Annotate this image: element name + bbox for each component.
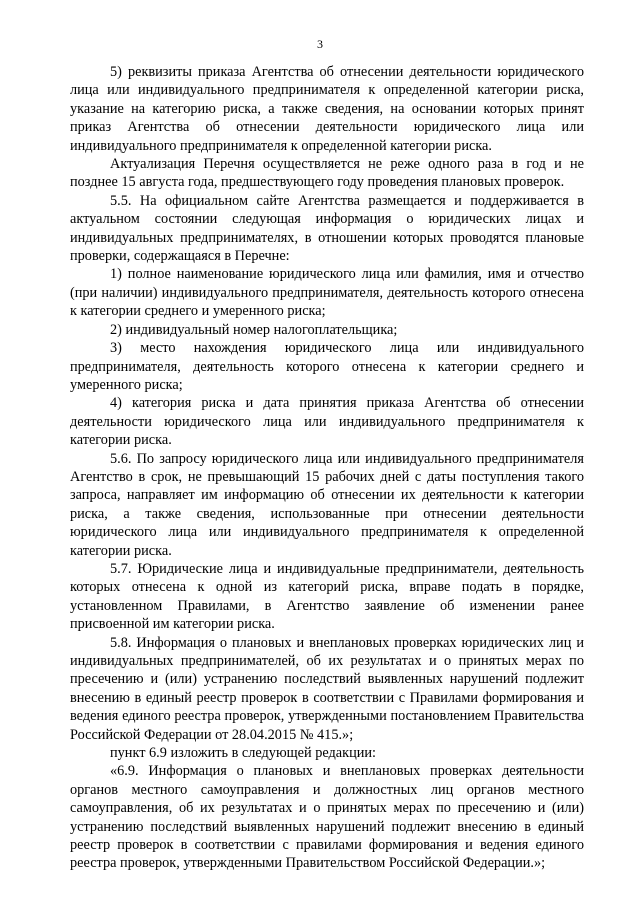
paragraph-6-9-intro: пункт 6.9 изложить в следующей редакции: xyxy=(110,745,377,762)
paragraph-5-7: 5.7. Юридические лица и индивидуальные предприниматели, деятельность которых отнесена к одной из категорий риска, вправе подать в порядке, установленном Правилами, в Агентство заявление об изменении ранее присвоенной им категории риска. xyxy=(70,560,584,633)
document-body xyxy=(70,63,584,873)
paragraph-5-5-item-1: 1) полное наименование юридического лица или фамилия, имя и отчество (при наличии) индивидуального предпринимателя, деятельность которого отнесена к категории среднего и умеренного риска; xyxy=(70,266,584,320)
paragraph-5-5-item-3: 3) место нахождения юридического лица или индивидуального предпринимателя, деятельность которого отнесена к категории среднего и умеренного риска; xyxy=(70,340,584,393)
paragraph-5-5-item-2: 2) индивидуальный номер налогоплательщика; xyxy=(110,321,398,338)
paragraph-5-6: 5.6. По запросу юридического лица или индивидуального предпринимателя Агентство в срок, не превышающий 15 рабочих дней с даты поступления такого запроса, направляет им информацию об отнесении их деятельности к категории риска, а также сведения, использованные при отнесении деятельности юридического лица или индивидуального предпринимателя к определенной категории риска. xyxy=(70,450,584,559)
paragraph-5-5-item-4: 4) категория риска и дата принятия приказа Агентства об отнесении деятельности юридического лица или индивидуального предпринимателя к категории риска. xyxy=(70,395,584,449)
paragraph-5-5: 5.5. На официальном сайте Агентства размещается и поддерживается в актуальном состоянии следующая информация о юридических лицах и индивидуальных предпринимателях, в отношении которых проводятся плановые проверки, содержащаяся в Перечне: xyxy=(70,192,584,265)
paragraph-item-5: 5) реквизиты приказа Агентства об отнесении деятельности юридического лица или индивидуального предпринимателя к определенной категории риска, указание на категорию риска, а также сведения, на основании которых принят приказ Агентства об отнесении деятельности юридического лица или индивидуального предпринимателя к определенной категории риска. xyxy=(70,64,584,154)
paragraph-5-8: 5.8. Информация о плановых и внеплановых проверках юридических лиц и индивидуальных предпринимателей, об их результатах и о принятых мерах по пресечению и (или) устранению последствий выявленных нарушений подлежит внесению в единый реестр проверок в соответствии с Правилами формирования и ведения единого реестра проверок, утвержденными постановлением Правительства Российской Федерации от 28.04.2015 № 415.»; xyxy=(70,634,584,743)
paragraph-list-update: Актуализация Перечня осуществляется не реже одного раза в год и не позднее 15 августа года, предшествующего году проведения плановых проверок. xyxy=(70,156,584,191)
page-number: 3 xyxy=(317,37,323,51)
paragraph-6-9: «6.9. Информация о плановых и внеплановых проверках деятельности органов местного самоуправления и должностных лиц органов местного самоуправления, об их результатах и о принятых мерах по пресечению и (или) устранению последствий выявленных нарушений подлежит внесению в единый реестр проверок в соответствии с правилами формирования и ведения единого реестра проверок, утвержденными Правительством Российской Федерации.»; xyxy=(70,763,584,872)
